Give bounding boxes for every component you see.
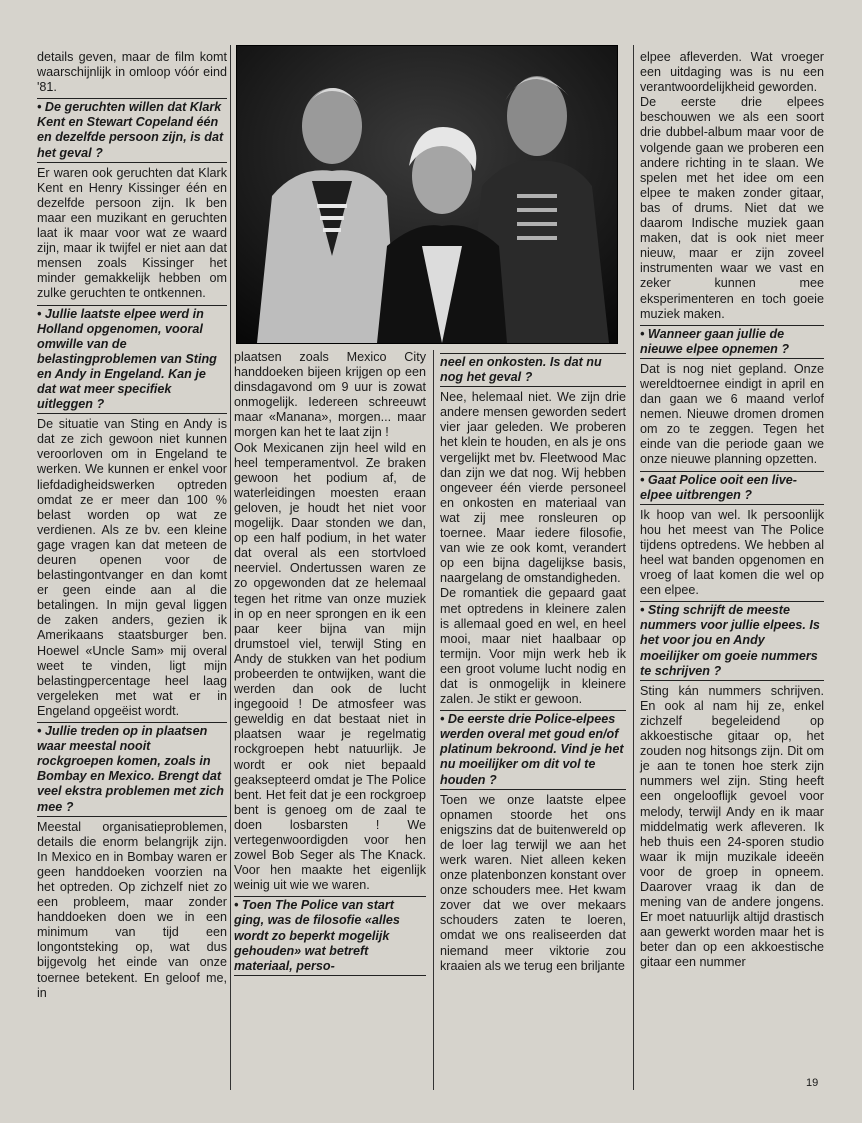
column-rule: [433, 350, 434, 1090]
band-photo-illustration: [237, 46, 617, 343]
band-photo: [236, 45, 618, 344]
interview-question: • De geruchten willen dat Klark Kent en Stewart Copeland één en dezelfde persoon zijn, is dat het geval ?: [37, 98, 227, 162]
interview-question: • Wanneer gaan jullie de nieuwe elpee opnemen ?: [640, 325, 824, 359]
interview-question: • Jullie treden op in plaatsen waar meestal nooit rockgroepen komen, zoals in Bombay en Mexico. Brengt dat veel ekstra problemen met zich mee ?: [37, 722, 227, 817]
body-paragraph: Ik hoop van wel. Ik persoonlijk hou het meest van The Police tijdens optredens. We hebben al heel wat banden opgenomen en vroeg of laat komen die wel op een elpee.: [640, 507, 824, 598]
body-paragraph: De situatie van Sting en Andy is dat ze zich gewoon niet kunnen veroorloven om in Engeland te werken. We kunnen er enkel voor liefdadigheidswerken optreden omdat ze er meer dan 100 % belast worden op wat ze verdienen. Als ze bv. een kleine gage vragen kan dat meteen de deuren openen voor de belastingontvanger en dan komt er geen einde aan al die betalingen. In mijn geval liggen de zaken anders, gezien ik Amerikaans staatsburger ben. Hoewel «Uncle Sam» mij overal weet te vinden, ligt mijn belastingpercentage heel laag vergeleken met wat er in Engeland opgeëist wordt.: [37, 417, 227, 718]
body-paragraph: Ook Mexicanen zijn heel wild en heel temperamentvol. Ze braken gewoon het podium af, de waterleidingen moesten eraan geloven, je houdt het niet voor mogelijk. Daar stonden we dan, op een half podium, in het water dat overal als een stortvloed neerviel. Ondertussen waren ze zo opgewonden dat ze helemaal tegen het ritme van onze muziek in op en neer sprongen en ik een paar keer bijna van mijn drumstoel viel, terwijl Sting en Andy de stukken van het podium probeerden te ontwijken, want die werden dan ook de lucht ingegooid ! De atmosfeer was geweldig en dat bestaat niet in plaatsen waar je regelmatig rockgroepen hebt natuurlijk. Je wordt er ook niet bepaald geaksepteerd omdat je The Police bent. Het feit dat je een rockgroep bent is genoeg om de zaal te doen losbarsten ! We vertegenwoordigden voor hen zowel Bob Seger als The Knack. Voor hen maakte het eigenlijk weinig uit wie we waren.: [234, 440, 426, 893]
interview-question: • De eerste drie Police-elpees werden overal met goud en/of platinum bekroond. Vind je het nu moeilijker om dit vol te houden ?: [440, 710, 626, 789]
body-paragraph: Sting kán nummers schrijven. En ook al nam hij ze, enkel zichzelf begeleidend op akkoestische gitaar op, het zouden nog hitsongs zijn. Dit om je aan te tonen hoe sterk zijn nummers wel zijn. Sting heeft een ongelooflijk gevoel voor melody, terwijl Andy en ik maar middelmatig werk afleveren. Ik heb thuis een 24-sporen studio waar ik mijn muzikale ideeën voor de groep in opneem. Daarover vraag ik dan de mening van de andere jongens. Er moet natuurlijk altijd drastisch aan gewerkt worden maar het is beter dan op een akkoestische gitaar een nummer: [640, 683, 824, 970]
body-paragraph: De romantiek die gepaard gaat met optredens in kleinere zalen is allemaal goed en wel, en heel mooi, maar niet haalbaar op termijn. Voor mijn werk heb ik een groot volume lucht nodig en dat is onmogelijk in kleinere zalen. Je stikt er gewoon.: [440, 586, 626, 707]
page-number: 19: [806, 1077, 819, 1089]
body-paragraph: Dat is nog niet gepland. Onze wereldtoernee eindigt in april en dan gaan we 6 maand verlof nemen. Nieuwe dromen dromen om zo te zeggen. Tegen het einde van die periode gaan we onze nieuwe planning opzetten.: [640, 361, 824, 467]
body-paragraph: Nee, helemaal niet. We zijn drie andere mensen geworden sedert vier jaar geleden. We proberen het klein te houden, en als je ons vergelijkt met bv. Fleetwood Mac dan zijn we dat nog. Wij hebben ongeveer één vierde personeel en onkosten en materiaal van wat zij mee ronsleuren op toernee. Maar iedere filosofie, van wie ze ook komt, verandert op een bijna dagelijkse basis, naargelang de omstandigheden.: [440, 390, 626, 586]
interview-question: • Sting schrijft de meeste nummers voor jullie elpees. Is het voor jou en Andy moeilijker om goeie nummers te schrijven ?: [640, 601, 824, 680]
column-4: [640, 50, 824, 971]
interview-question: • Gaat Police ooit een live-elpee uitbrengen ?: [640, 471, 824, 505]
column-2: [234, 350, 426, 979]
interview-question: • Toen The Police van start ging, was de filosofie «alles wordt zo beperkt mogelijk gehouden» wat betreft materiaal, perso-: [234, 896, 426, 975]
body-paragraph: plaatsen zoals Mexico City handdoeken bijeen krijgen op een dinsdagavond om 9 uur is zowat onmogelijk. Iedereen schreeuwt maar «Manana», morgen... maar morgen kan het te laat zijn !: [234, 350, 426, 440]
body-paragraph: Meestal organisatieproblemen, details die enorm belangrijk zijn. In Mexico en in Bombay waren er geen handdoeken voorzien na het optreden. Op zichzelf niet zo een probleem, maar zonder handdoeken doen we in een minimum van tijd een longontsteking op, wat dus bijgevolg het einde van onze toernee betekent. En geloof me, in: [37, 819, 227, 1000]
body-paragraph: Toen we onze laatste elpee opnamen stoorde het ons enigszins dat de buitenwereld op de loer lag terwijl we aan het werk waren. Niet alleen keken onze platenbonzen konstant over onze schouders mee. Het kwam zover dat we over mekaars schouders zaten te loeren, omdat we ons realiseerden dat niemand meer viktorie zou kraaien als we terug een briljante: [440, 792, 626, 973]
column-rule: [633, 45, 634, 1090]
interview-question: • Jullie laatste elpee werd in Holland opgenomen, vooral omwille van de belastingproblemen van Sting en Andy in Engeland. Kan je dat wat meer specifiek uitleggen ?: [37, 305, 227, 415]
column-rule: [230, 45, 231, 1090]
body-paragraph: details geven, maar de film komt waarschijnlijk in omloop vóór eind '81.: [37, 50, 227, 95]
column-1: [37, 50, 227, 1001]
column-3: [440, 350, 626, 974]
body-paragraph: De eerste drie elpees beschouwen we als een soort drie dubbel-album maar voor de volgende gaan we proberen een andere richting in te slaan. We spelen met het idee om een elpee te maken zonder gitaar, bas of drums. Niet dat we daarom Indische muziek gaan maken, dat is ook niet meer nieuw, maar er zijn zoveel instrumenten waar we vast en zeker kunnen mee eksperimenteren en toch goeie muziek maken.: [640, 95, 824, 321]
body-paragraph: elpee afleverden. Wat vroeger een uitdaging was is nu een verantwoordelijkheid geworden.: [640, 50, 824, 95]
interview-question: neel en onkosten. Is dat nu nog het geval ?: [440, 353, 626, 387]
body-paragraph: Er waren ook geruchten dat Klark Kent en Henry Kissinger één en dezelfde persoon zijn. Ik ben maar een muzikant en geruchten laat ik maar voor wat ze waard zijn, maar ik twijfel er niet aan dat mensen zoals Kissinger het minder gemakkelijk hebben om zulke geruchten te ontkennen.: [37, 165, 227, 301]
